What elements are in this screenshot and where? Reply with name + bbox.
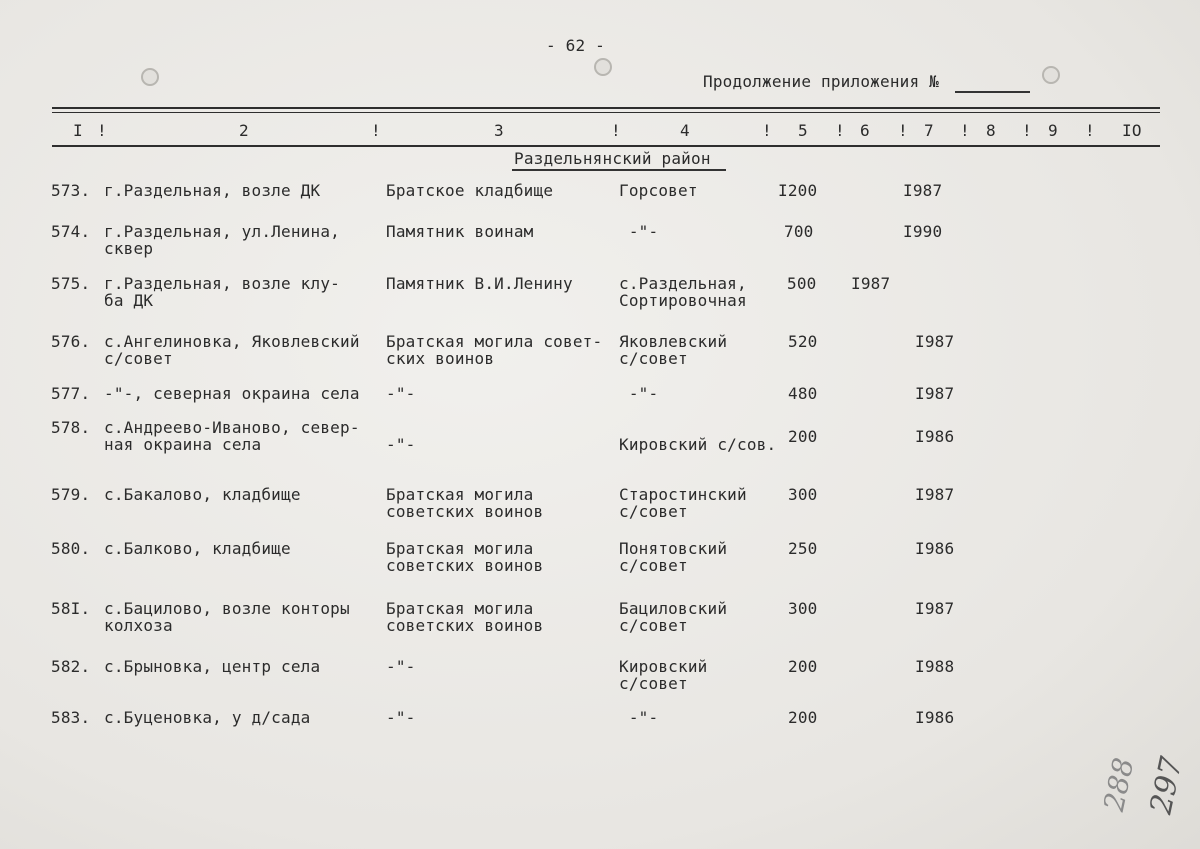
object-line: Памятник воинам xyxy=(386,222,534,241)
col7-year: I986 xyxy=(915,539,955,558)
location-line: с.Брыновка, центр села xyxy=(104,657,321,676)
object-line: -"- xyxy=(386,384,416,403)
location-line: ба ДК xyxy=(104,291,154,310)
col5-value: 300 xyxy=(788,485,818,504)
owner-line: с/совет xyxy=(619,556,688,575)
col5-value: I200 xyxy=(778,181,818,200)
location-line: с.Бакалово, кладбище xyxy=(104,485,301,504)
col-sep: ! xyxy=(762,121,772,140)
col-4: 4 xyxy=(680,121,690,140)
row-number: 573. xyxy=(51,181,91,200)
col6-year: I987 xyxy=(851,274,891,293)
col-8: 8 xyxy=(986,121,996,140)
object-line: Братская могила совет- xyxy=(386,332,603,351)
location-line: ная окраина села xyxy=(104,435,262,454)
location-line: колхоза xyxy=(104,616,173,635)
col-sep: ! xyxy=(1085,121,1095,140)
object-line: Братское кладбище xyxy=(386,181,554,200)
col-sep: ! xyxy=(835,121,845,140)
col5-value: 520 xyxy=(788,332,818,351)
owner-line: с/совет xyxy=(619,616,688,635)
owner-line: Сортировочная xyxy=(619,291,747,310)
col7-year: I986 xyxy=(915,708,955,727)
row-number: 576. xyxy=(51,332,91,351)
owner-line: с/совет xyxy=(619,502,688,521)
owner-line: Старостинский xyxy=(619,485,747,504)
col7-year: I987 xyxy=(915,384,955,403)
location-line: г.Раздельная, возле клу- xyxy=(104,274,340,293)
col-9: 9 xyxy=(1048,121,1058,140)
row-number: 582. xyxy=(51,657,91,676)
col7-year: I990 xyxy=(903,222,943,241)
object-line: Братская могила xyxy=(386,539,534,558)
object-line: советских воинов xyxy=(386,616,544,635)
section-title-underline xyxy=(512,169,726,171)
location-line: г.Раздельная, ул.Ленина, xyxy=(104,222,340,241)
owner-line: Горсовет xyxy=(619,181,698,200)
col7-year: I988 xyxy=(915,657,955,676)
col5-value: 200 xyxy=(788,657,818,676)
col5-value: 200 xyxy=(788,708,818,727)
owner-line: Понятовский xyxy=(619,539,728,558)
handwritten-folio-faint: 288 xyxy=(1097,754,1141,815)
row-number: 577. xyxy=(51,384,91,403)
location-line: г.Раздельная, возле ДК xyxy=(104,181,321,200)
object-line: Братская могила xyxy=(386,485,534,504)
punch-hole-left xyxy=(141,68,159,86)
location-line: -"-, северная окраина села xyxy=(104,384,360,403)
owner-line: с/совет xyxy=(619,349,688,368)
header-rule-top-2 xyxy=(52,112,1160,113)
col5-value: 480 xyxy=(788,384,818,403)
section-title: Раздельнянский район xyxy=(514,149,711,168)
col7-year: I986 xyxy=(915,427,955,446)
object-line: Памятник В.И.Ленину xyxy=(386,274,573,293)
owner-line: Бациловский xyxy=(619,599,728,618)
col5-value: 300 xyxy=(788,599,818,618)
col-sep: ! xyxy=(611,121,621,140)
row-number: 579. xyxy=(51,485,91,504)
row-number: 583. xyxy=(51,708,91,727)
location-line: с/совет xyxy=(104,349,173,368)
col7-year: I987 xyxy=(915,332,955,351)
punch-hole-right xyxy=(1042,66,1060,84)
object-line: ских воинов xyxy=(386,349,495,368)
col-5: 5 xyxy=(798,121,808,140)
object-line: -"- xyxy=(386,435,416,454)
location-line: с.Андреево-Иваново, север- xyxy=(104,418,360,437)
col-10: IO xyxy=(1122,121,1142,140)
page-number: - 62 - xyxy=(546,36,605,55)
owner-line: Яковлевский xyxy=(619,332,728,351)
col5-value: 700 xyxy=(784,222,814,241)
col-sep: ! xyxy=(898,121,908,140)
object-line: -"- xyxy=(386,708,416,727)
col-7: 7 xyxy=(924,121,934,140)
header-rule-top xyxy=(52,107,1160,109)
col-2: 2 xyxy=(239,121,249,140)
col-sep: ! xyxy=(960,121,970,140)
owner-line: с.Раздельная, xyxy=(619,274,747,293)
location-line: с.Бацилово, возле конторы xyxy=(104,599,350,618)
handwritten-folio: 297 xyxy=(1143,753,1190,818)
object-line: советских воинов xyxy=(386,502,544,521)
col5-value: 500 xyxy=(787,274,817,293)
appendix-number-blank xyxy=(955,91,1030,93)
owner-line: с/совет xyxy=(619,674,688,693)
col5-value: 200 xyxy=(788,427,818,446)
col7-year: I987 xyxy=(915,485,955,504)
col5-value: 250 xyxy=(788,539,818,558)
owner-line: Кировский xyxy=(619,657,708,676)
col7-year: I987 xyxy=(915,599,955,618)
col-sep: ! xyxy=(97,121,107,140)
col-sep: ! xyxy=(1022,121,1032,140)
col7-year: I987 xyxy=(903,181,943,200)
col-sep: ! xyxy=(371,121,381,140)
row-number: 578. xyxy=(51,418,91,437)
location-line: с.Ангелиновка, Яковлевский xyxy=(104,332,360,351)
row-number: 574. xyxy=(51,222,91,241)
object-line: советских воинов xyxy=(386,556,544,575)
owner-line: -"- xyxy=(619,708,659,727)
row-number: 580. xyxy=(51,539,91,558)
owner-line: Кировский с/сов. xyxy=(619,435,777,454)
header-rule-bottom xyxy=(52,145,1160,147)
object-line: -"- xyxy=(386,657,416,676)
col-6: 6 xyxy=(860,121,870,140)
col-1: I xyxy=(73,121,83,140)
owner-line: -"- xyxy=(619,222,659,241)
object-line: Братская могила xyxy=(386,599,534,618)
continuation-label: Продолжение приложения № xyxy=(703,72,939,91)
row-number: 58I. xyxy=(51,599,91,618)
location-line: с.Балково, кладбище xyxy=(104,539,291,558)
row-number: 575. xyxy=(51,274,91,293)
location-line: сквер xyxy=(104,239,154,258)
col-3: 3 xyxy=(494,121,504,140)
location-line: с.Буценовка, у д/сада xyxy=(104,708,311,727)
owner-line: -"- xyxy=(619,384,659,403)
punch-hole-center xyxy=(594,58,612,76)
